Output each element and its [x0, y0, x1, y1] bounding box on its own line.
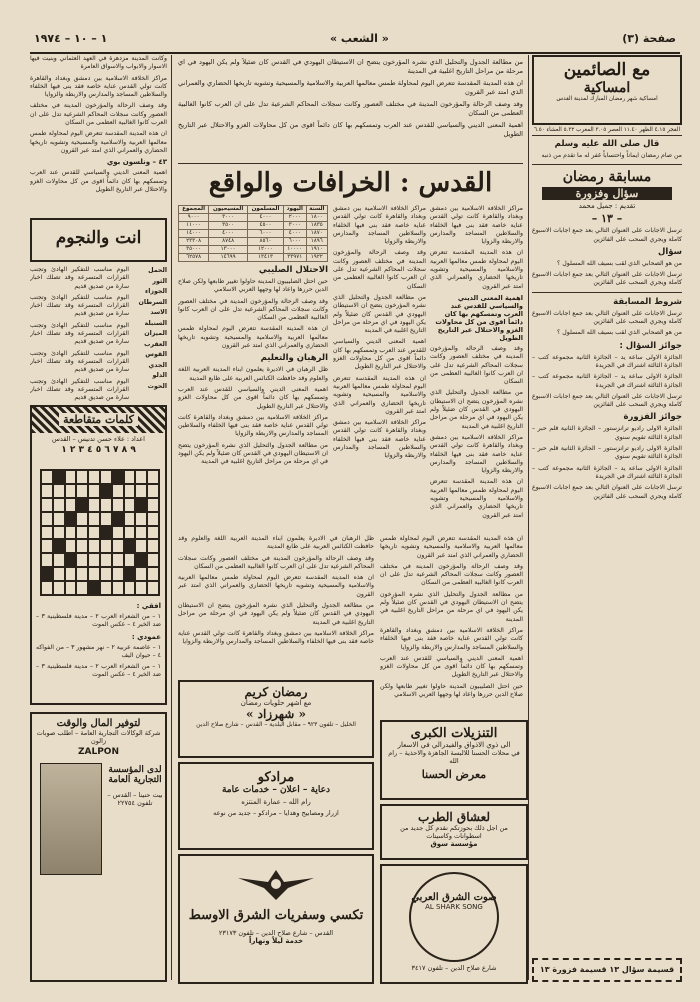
ad-brand: ZALPON	[77, 747, 119, 757]
crossword-cell[interactable]	[124, 512, 136, 526]
crossword-cell[interactable]	[76, 484, 88, 498]
crossword-cell[interactable]	[147, 470, 159, 484]
ad-brand: مؤسسة سوق	[430, 840, 478, 848]
crossword-cell[interactable]	[112, 470, 124, 484]
table-cell: ١٩٢٢	[306, 254, 327, 262]
horoscope-text: اليوم مناسب للتفكير الهادئ وتجنب القرارات المتسرعة وقد تصلك اخبار سارة من صديق قديم	[30, 266, 129, 290]
crossword-cell[interactable]	[65, 470, 77, 484]
article-paragraph: ان هذه المدينة المقدسة تتعرض اليوم لمحاولة طمس معالمها العربية والاسلامية والمسيحية وتشويه تاريخها الحضاري والعمراني الذي امتد عبر القرون	[178, 574, 374, 598]
ad-subtitle: دعاية – اعلان – خدمات عامة	[221, 785, 331, 795]
ad-title: لعشاق الطرب	[417, 810, 491, 824]
crossword-cell[interactable]	[135, 567, 147, 581]
ad-text: مع اشهر حلويات رمضان	[240, 699, 312, 707]
table-cell: ١٢٠٠٠	[248, 246, 284, 254]
ad-address: القدس – شارع صلاح الدين – تلفون ٢٣١٧٣	[218, 929, 334, 937]
zodiac-sign-label: الحمل	[148, 267, 167, 274]
crossword-author: اعداد : علاء حسن تدنيس – القدس	[52, 435, 145, 443]
table-cell: ١٨٩٦	[306, 238, 327, 246]
answers-text-3: ترسل الاجابات على العنوان التالي بعد جمع اجابات الاسبوع كاملة ويجري السحب على الفائزين	[532, 392, 682, 409]
table-cell: ٣٠٠٠	[209, 214, 248, 222]
left-column-top	[30, 55, 167, 215]
article-paragraph: ان هذه المدينة المقدسة تتعرض اليوم لمحاولة طمس معالمها العربية والاسلامية والمسيحية وتشويه تاريخها الحضاري والعمراني الذي امتد عبر القرون	[430, 249, 523, 290]
table-cell: ٦٠٠٠	[248, 230, 284, 238]
zodiac-sign-label: الثور	[152, 277, 167, 285]
clues-across: ١ – من الشعراء العرب ٢ – مدينة فلسطينية ٣ – ضد الخير ٤ – عكس الموت	[36, 663, 161, 679]
crossword-cell[interactable]	[53, 553, 65, 567]
table-row	[179, 222, 328, 230]
crossword-cell[interactable]	[112, 567, 124, 581]
article-col-1	[430, 205, 523, 530]
crossword-cell[interactable]	[100, 526, 112, 540]
section-heading: الرهبان والتعليم	[260, 353, 328, 364]
crossword-cell[interactable]	[100, 470, 112, 484]
crossword-cell[interactable]	[88, 484, 100, 498]
ad-title: التنزيلات الكبرى	[410, 726, 498, 741]
crossword-grid[interactable]	[40, 469, 160, 596]
zodiac-sign-label: العقرب	[144, 340, 167, 348]
zodiac-sign-label: القوس	[145, 351, 167, 358]
question-title: سؤال	[658, 246, 682, 257]
table-cell: ١٨٧٠	[306, 230, 327, 238]
heater-image	[40, 763, 102, 875]
crossword-cell[interactable]	[65, 581, 77, 595]
zodiac-sign-label: الميزان	[144, 330, 167, 337]
fazzura-text-3: الجائزة الاولى ساعة يد – الجائزة الثانية مجموعة كتب – الجائزة الثالثة اشتراك في الجريدة	[532, 464, 682, 480]
crossword-cell[interactable]	[135, 553, 147, 567]
table-cell: ٤٥٠٠	[248, 222, 284, 230]
ad-address: بيت حنينا – القدس – تلفون ٢٢٧٥٤	[107, 791, 163, 807]
contest-subtitle: سؤال وفزورة	[542, 187, 672, 200]
article-paragraph: اهمية المعنى الديني والسياسي للقدس عند العرب وتمسكهم بها كان دائماً اقوى من كل محاولات الغزو والاحتلال عبر التاريخ الطويل	[178, 385, 328, 410]
zodiac-sign-label: السرطان	[138, 298, 167, 306]
article-paragraph: وقد وصف الرحالة والمؤرخون المدينة في مختلف العصور وكانت سجلات المحاكم الشرعية تدل على ان العرب كانوا الغالبية العظمى من السكان	[430, 344, 523, 386]
crossword-cell[interactable]	[53, 484, 65, 498]
article-paragraph: ان هذه المدينة المقدسة تتعرض اليوم لمحاولة طمس معالمها العربية والاسلامية والمسيحية وتشويه تاريخها الحضاري والعمراني الذي امتد عبر القرون	[30, 130, 167, 154]
table-row	[179, 238, 328, 246]
ad-brand: معرض الحسنا	[421, 768, 487, 781]
article-paragraph: من مطالعة الجدول والتحليل الذي نشره المؤرخون يتضح ان الاستيطان اليهودي في القدس كان ضئيلاً ولم يكن اليهود في اي مرحلة من مراحل التاريخ اغلبية في المدينة	[178, 441, 328, 466]
article-paragraph: مراكز الخلافة الاسلامية بين دمشق وبغداد والقاهرة كانت تولي القدس عناية خاصة فقد بنى فيها الخلفاء والسلاطين المساجد والمدارس والاربطة والزوايا	[178, 413, 328, 438]
ad-title: لتوفير المال والوقت	[56, 718, 141, 729]
zodiac-signs	[133, 266, 167, 392]
page-label: صفحة (٣)	[622, 32, 676, 45]
ad-address: شارع صلاح الدين – تلفون ٣٤١٧	[411, 964, 497, 972]
rules-text-2: من هو الصحابي الذي لقب بسيف الله المسلول ؟	[557, 329, 682, 337]
horoscope-banner	[30, 218, 167, 262]
table-cell: ٣٠٠٠	[283, 222, 306, 230]
table-cell: ١١٠٠٠	[179, 222, 209, 230]
hadith-title: قال صلى الله عليه وسلم	[554, 139, 660, 149]
crossword-title: كلمات متقاطعة	[59, 413, 138, 426]
zodiac-sign-label: الجدي	[148, 361, 167, 369]
contest-coupon[interactable]: قسيمة سؤال ١٣ قسيمة فزورة ١٣	[532, 958, 682, 982]
article-paragraph: وقد وصف الرحالة والمؤرخون المدينة في مختلف العصور وكانت سجلات المحاكم الشرعية تدل على ان العرب كانوا الغالبية العظمى من السكان	[30, 102, 167, 127]
intro-text-2: ان هذه المدينة المقدسة تتعرض اليوم لمحاولة طمس معالمها العربية والاسلامية والمسيحية وتشويه تاريخها الحضاري والعمراني الذي امتد عبر القرون	[178, 79, 523, 96]
fazzura-text-4: ترسل الاجابات على العنوان التالي بعد جمع اجابات الاسبوع كاملة ويجري السحب على الفائزين	[532, 484, 682, 500]
crossword-box	[30, 405, 167, 705]
crossword-cell[interactable]	[124, 567, 136, 581]
ad-company: لدى المؤسسة التجارية العامة	[108, 765, 162, 785]
table-cell: ١٤٦٩٩	[209, 254, 248, 262]
table-cell: ٤٠٠٠	[248, 214, 284, 222]
ad-title: رمضان كريم	[244, 685, 308, 699]
horoscope-title: انت والنجوم	[55, 228, 142, 248]
rules-text: ترسل الاجابات على العنوان التالي بعد جمع اجابات الاسبوع كاملة ويجري السحب على الفائزين	[532, 309, 682, 326]
article-paragraph: من مطالعة الجدول والتحليل الذي نشره المؤرخون يتضح ان الاستيطان اليهودي في القدس كان ضئيلاً ولم يكن اليهود في اي مرحلة من مراحل التاريخ اغلبية في المدينة	[178, 602, 374, 626]
crossword-cell[interactable]	[147, 581, 159, 595]
crossword-header	[32, 407, 165, 433]
crossword-cell[interactable]	[65, 539, 77, 553]
article-paragraph: مراكز الخلافة الاسلامية بين دمشق وبغداد والقاهرة كانت تولي القدس عناية خاصة فقد بنى فيها الخلفاء والسلاطين المساجد والمدارس والاربطة والزوايا	[333, 205, 426, 246]
article-paragraph: ان هذه المدينة المقدسة تتعرض اليوم لمحاولة طمس معالمها العربية والاسلامية والمسيحية وتشويه تاريخها الحضاري والعمراني الذي امتد عبر القرون	[380, 535, 523, 559]
crossword-cell[interactable]	[112, 512, 124, 526]
crossword-cell[interactable]	[124, 470, 136, 484]
crossword-cell[interactable]	[124, 498, 136, 512]
article-paragraph: وقد وصف الرحالة والمؤرخون المدينة في مختلف العصور وكانت سجلات المحاكم الشرعية تدل على ان العرب كانوا الغالبية العظمى من السكان	[178, 554, 374, 570]
crossword-cell[interactable]	[65, 567, 77, 581]
intro-text-4: اهمية المعنى الديني والسياسي للقدس عند العرب وتمسكهم بها كان دائماً اقوى من كل محاولات الغزو والاحتلال عبر التاريخ الطويل	[178, 121, 523, 138]
crossword-cell[interactable]	[65, 512, 77, 526]
crossword-cell[interactable]	[100, 539, 112, 553]
article-paragraph: ظل الرهبان في الاديرة يعلمون ابناء المدينة العربية اللغة والعلوم وقد حافظت الكنائس العربية على طابع المدينة	[178, 366, 328, 382]
article-paragraph: حين احتل الصليبيون المدينة حاولوا تغيير طابعها ولكن صلاح الدين حررها واعاد لها وجهها العربي الاسلامي	[178, 278, 328, 294]
answers-text: الجائزة الاولى ساعة يد – الجائزة الثانية مجموعة كتب – الجائزة الثالثة اشتراك في الجريدة	[532, 353, 682, 369]
table-cell: ٦٠٠٠	[283, 238, 306, 246]
crossword-cell[interactable]	[135, 484, 147, 498]
crossword-cell[interactable]	[124, 553, 136, 567]
crossword-cell[interactable]	[112, 526, 124, 540]
crossword-cell[interactable]	[41, 539, 53, 553]
clues-across: ١ – من الشعراء العرب ٢ – مدينة فلسطينية ٣ – ضد الخير ٤ – عكس الموت	[36, 613, 161, 629]
table-row	[179, 254, 328, 262]
article-paragraph: وكانت المدينة مزدهرة في العهد العثماني وبنيت فيها الاسوار والابواب والاسواق العامرة	[30, 55, 167, 71]
zodiac-sign-label: الجوزاء	[144, 288, 167, 295]
table-header: اليهود	[283, 206, 306, 214]
crossword-cell[interactable]	[76, 526, 88, 540]
fazzura-text-2: الجائزة الاولى راديو ترانزستور – الجائزة الثانية قلم حبر – الجائزة الثالثة تقويم سنوي	[532, 445, 682, 461]
crossword-cell[interactable]	[112, 539, 124, 553]
crossword-cell[interactable]	[76, 553, 88, 567]
crossword-cell[interactable]	[147, 498, 159, 512]
zalpon-ad	[30, 712, 167, 982]
crossword-cell[interactable]	[88, 553, 100, 567]
crossword-cell[interactable]	[53, 526, 65, 540]
table-cell: ٣٣٩٧١	[283, 254, 306, 262]
article-paragraph: مراكز الخلافة الاسلامية بين دمشق وبغداد والقاهرة كانت تولي القدس عناية خاصة فقد بنى فيها الخلفاء والسلاطين المساجد والمدارس والاربطة والزوايا	[178, 629, 374, 646]
table-header: المسلمون	[248, 206, 284, 214]
crossword-cell[interactable]	[100, 567, 112, 581]
crossword-cell[interactable]	[88, 567, 100, 581]
ramadan-banner	[532, 55, 682, 125]
article-paragraph: من مطالعة الجدول والتحليل الذي نشره المؤرخون يتضح ان الاستيطان اليهودي في القدس كان ضئيلاً ولم يكن اليهود في اي مرحلة من مراحل التاريخ اغلبية في المدينة	[380, 590, 523, 623]
zodiac-sign-label: السنبلة	[144, 319, 167, 327]
population-table	[178, 205, 328, 262]
crossword-cell[interactable]	[147, 539, 159, 553]
crossword-cell[interactable]	[41, 553, 53, 567]
question-text: من هو الصحابي الذي لقب بسيف الله المسلول ؟	[557, 259, 682, 267]
horoscope-text: اليوم مناسب للتفكير الهادئ وتجنب القرارات المتسرعة وقد تصلك اخبار سارة من صديق قديم	[30, 321, 129, 346]
article-paragraph: ان هذه المدينة المقدسة تتعرض اليوم لمحاولة طمس معالمها العربية والاسلامية والمسيحية وتشويه تاريخها الحضاري والعمراني الذي امتد عبر القرون	[430, 478, 523, 519]
crossword-cell[interactable]	[112, 581, 124, 595]
clues-down-title: عمودي :	[131, 632, 161, 641]
crossword-cell[interactable]	[147, 484, 159, 498]
crossword-numbers: ٩ ٨ ٧ ٦ ٥ ٤ ٣ ٢ ١	[61, 445, 136, 455]
crossword-cell[interactable]	[53, 567, 65, 581]
ad-text: شركة الوكالات التجارية العامة – اطلب صوبات زالون	[36, 729, 161, 745]
crossword-cell[interactable]	[147, 567, 159, 581]
article-paragraph: حين احتل الصليبيون المدينة حاولوا تغيير طابعها ولكن صلاح الدين حررها واعاد لها وجهها العربي الاسلامي	[380, 682, 523, 699]
crossword-cell[interactable]	[65, 526, 77, 540]
imsak-text: امساكية شهر رمضان المبارك لمدينة القدس	[556, 96, 658, 102]
table-cell: ١٩١٠	[306, 246, 327, 254]
article-paragraph: وقد وصف الرحالة والمؤرخون المدينة في مختلف العصور وكانت سجلات المحاكم الشرعية تدل على ان العرب كانوا الغالبية العظمى من السكان	[178, 297, 328, 322]
table-cell: ١٨٣٥	[306, 222, 327, 230]
question-filler-1: ترسل الاجابات على العنوان التالي بعد جمع اجابات الاسبوع كاملة ويجري السحب على الفائزين	[532, 271, 682, 287]
crossword-cell[interactable]	[41, 512, 53, 526]
table-cell: ٢٣٣٠٨	[179, 238, 209, 246]
section-heading: الاحتلال الصليبي	[258, 265, 328, 275]
crossword-cell[interactable]	[65, 484, 77, 498]
banner-title: مع الصائمين	[563, 60, 651, 80]
article-paragraph: اهمية المعنى الديني والسياسي للقدس عند العرب وتمسكهم بها كان دائماً اقوى من كل محاولات الغزو والاحتلال عبر التاريخ الطويل	[380, 654, 523, 679]
contest-number: – ١٣ –	[591, 212, 623, 226]
crossword-cell[interactable]	[53, 470, 65, 484]
crossword-cell[interactable]	[100, 484, 112, 498]
crossword-cell[interactable]	[88, 539, 100, 553]
crossword-cell[interactable]	[88, 470, 100, 484]
intro-text: من مطالعة الجدول والتحليل الذي نشره المؤرخون يتضح ان الاستيطان اليهودي في القدس كان ضئيلاً ولم يكن اليهود في اي مرحلة من مراحل التاريخ اغلبية في المدينة	[178, 58, 523, 75]
imsak-times: الفجر ٤.١٥ الظهر ١١.٤٠ العصر ٣.٠٥ المغرب ٥.٣٢ العشاء ٦.٥٠	[532, 125, 682, 136]
horoscope-text: اليوم مناسب للتفكير الهادئ وتجنب القرارات المتسرعة وقد تصلك اخبار سارة من صديق قديم	[30, 349, 129, 374]
crossword-cell[interactable]	[41, 526, 53, 540]
crossword-cell[interactable]	[76, 539, 88, 553]
section-heading: ٤٣ – ونلسون بوي	[106, 158, 167, 167]
crossword-cell[interactable]	[76, 470, 88, 484]
answers-text-2: الجائزة الاولى ساعة يد – الجائزة الثانية مجموعة كتب – الجائزة الثالثة اشتراك في الجريدة	[532, 373, 682, 389]
crossword-cell[interactable]	[53, 512, 65, 526]
crossword-cell[interactable]	[100, 581, 112, 595]
table-cell: ٤٠٠٠	[209, 230, 248, 238]
article-paragraph: مراكز الخلافة الاسلامية بين دمشق وبغداد والقاهرة كانت تولي القدس عناية خاصة فقد بنى فيها الخلفاء والسلاطين المساجد والمدارس والاربطة والزوايا	[430, 205, 523, 246]
zodiac-sign-label: الاسد	[150, 309, 167, 316]
crossword-cell[interactable]	[65, 553, 77, 567]
ad-title: تكسي وسفريات الشرق الاوسط	[188, 908, 364, 923]
crossword-cell[interactable]	[135, 470, 147, 484]
zodiac-sign-label: الحوت	[147, 382, 167, 390]
crossword-cell[interactable]	[147, 553, 159, 567]
fazzura-text: الجائزة الاولى راديو ترانزستور – الجائزة الثانية قلم حبر – الجائزة الثالثة تقويم سنوي	[532, 425, 682, 441]
banner-subtitle: امساكية	[583, 80, 631, 96]
ad-text: خدمة ليلاً ونهاراً	[248, 937, 303, 945]
article-paragraph: ان هذه المدينة المقدسة تتعرض اليوم لمحاولة طمس معالمها العربية والاسلامية والمسيحية وتشويه تاريخها الحضاري والعمراني الذي امتد عبر القرون	[178, 325, 328, 350]
table-cell: ٤٠٠٠	[283, 230, 306, 238]
ad-title: مرادكو	[257, 770, 295, 785]
music-ad	[380, 804, 528, 860]
table-cell: ١٣٤١٣	[248, 254, 284, 262]
table-cell: ٣٥٠٠	[209, 222, 248, 230]
horoscope-section	[30, 266, 167, 401]
issue-date: ١ – ١٠ – ١٩٧٤	[34, 32, 108, 45]
hadith-text: من صام رمضان ايماناً واحتساباً غفر له ما تقدم من ذنبه	[541, 152, 682, 159]
crossword-cell[interactable]	[112, 484, 124, 498]
article-paragraph: مراكز الخلافة الاسلامية بين دمشق وبغداد والقاهرة كانت تولي القدس عناية خاصة فقد بنى فيها الخلفاء والسلاطين المساجد والمدارس والاربطة والزوايا	[430, 433, 523, 475]
right-column	[532, 55, 682, 985]
ad-title: صوت الشرق العربي	[411, 892, 497, 903]
ad-address: الخليل – تلفون ٩٢٣ – مقابل البلدية – القدس – شارع صلاح الدين	[196, 721, 356, 728]
ad-latin-name: AL SHARK SONG	[425, 903, 483, 911]
muradco-ad	[178, 762, 374, 850]
taxi-ad	[178, 854, 374, 984]
crossword-cell[interactable]	[41, 484, 53, 498]
crossword-cell[interactable]	[53, 581, 65, 595]
table-row	[179, 230, 328, 238]
article-paragraph: ان هذه المدينة المقدسة تتعرض اليوم لمحاولة طمس معالمها العربية والاسلامية والمسيحية وتشويه تاريخها الحضاري والعمراني الذي امتد عبر القرون	[333, 374, 426, 415]
crossword-cell[interactable]	[53, 539, 65, 553]
table-header: المجموع	[179, 206, 209, 214]
horoscope-text: اليوم مناسب للتفكير الهادئ وتجنب القرارات المتسرعة وقد تصلك اخبار سارة من صديق قديم	[30, 293, 129, 318]
table-cell: ٢٠٠٠	[283, 214, 306, 222]
crossword-cell[interactable]	[65, 498, 77, 512]
article-col-2	[333, 205, 426, 530]
table-cell: ٣٥٠٠٠	[179, 246, 209, 254]
crossword-cell[interactable]	[88, 526, 100, 540]
crossword-cell[interactable]	[135, 581, 147, 595]
crossword-cell[interactable]	[135, 539, 147, 553]
sharq-ad	[380, 864, 528, 984]
crossword-cell[interactable]	[76, 581, 88, 595]
table-header: المسيحيون	[209, 206, 248, 214]
crossword-cell[interactable]	[41, 470, 53, 484]
clues-down: ١ – عاصمة عربية ٢ – نهر مشهور ٣ – من الفواكه ٤ – حيوان اليف	[36, 643, 162, 659]
zodiac-sign-label: الدلو	[152, 372, 167, 379]
table-cell: ١٨٠٠	[306, 214, 327, 222]
article-paragraph: من مطالعة الجدول والتحليل الذي نشره المؤرخون يتضح ان الاستيطان اليهودي في القدس كان ضئيلاً ولم يكن اليهود في اي مرحلة من مراحل التاريخ اغلبية في المدينة	[333, 293, 426, 335]
article-paragraph: مراكز الخلافة الاسلامية بين دمشق وبغداد والقاهرة كانت تولي القدس عناية خاصة فقد بنى فيها الخلفاء والسلاطين المساجد والمدارس والاربطة والزوايا	[380, 626, 523, 651]
horoscope-text: اليوم مناسب للتفكير الهادئ وتجنب القرارات المتسرعة وقد تصلك اخبار سارة من صديق قديم	[30, 377, 129, 401]
article-lower-right	[380, 535, 523, 715]
table-cell: ٦٢٥٧٨	[179, 254, 209, 262]
crossword-cell[interactable]	[124, 581, 136, 595]
article-col-3	[178, 262, 328, 530]
crossword-cell[interactable]	[76, 512, 88, 526]
table-cell: ١٤٠٠٠	[179, 230, 209, 238]
crossword-cell[interactable]	[100, 553, 112, 567]
ad-subtitle: الى ذوي الاذواق والفيدرالي في الاسعار	[397, 741, 511, 749]
intro-text-3: وقد وصف الرحالة والمؤرخون المدينة في مختلف العصور وكانت سجلات المحاكم الشرعية تدل على ان العرب كانوا الغالبية العظمى من السكان	[178, 100, 523, 117]
contest-text: ترسل الاجابات على العنوان التالي بعد جمع اجابات الاسبوع كاملة ويجري السحب على الفائزين	[532, 227, 682, 243]
rules-title: شروط المسابقة	[613, 296, 682, 307]
table-row	[179, 246, 328, 254]
article-paragraph: مراكز الخلافة الاسلامية بين دمشق وبغداد والقاهرة كانت تولي القدس عناية خاصة فقد بنى فيها الخلفاء والسلاطين المساجد والمدارس والاربطة والزوايا	[333, 419, 426, 460]
article-paragraph: وقد وصف الرحالة والمؤرخون المدينة في مختلف العصور وكانت سجلات المحاكم الشرعية تدل على ان العرب كانوا الغالبية العظمى من السكان	[380, 562, 523, 587]
crossword-cell[interactable]	[135, 512, 147, 526]
crossword-cell[interactable]	[124, 526, 136, 540]
article-title: القدس : الخرافات والواقع	[208, 168, 493, 198]
article-paragraph: مراكز الخلافة الاسلامية بين دمشق وبغداد والقاهرة كانت تولي القدس عناية خاصة فقد بنى فيها الخلفاء والسلاطين المساجد والمدارس والاربطة والزوايا	[30, 74, 167, 99]
article-lower-left	[178, 535, 374, 675]
crossword-cell[interactable]	[88, 498, 100, 512]
record-disc-icon	[409, 872, 499, 962]
newspaper-name: « الشعب »	[330, 32, 389, 45]
sales-ad	[380, 720, 528, 800]
article-intro	[178, 58, 523, 158]
crossword-cell[interactable]	[112, 553, 124, 567]
crossword-cell[interactable]	[100, 498, 112, 512]
clues-across-title: افقي :	[136, 602, 161, 610]
crossword-cell[interactable]	[112, 498, 124, 512]
article-paragraph: وقد وصف الرحالة والمؤرخون المدينة في مختلف العصور وكانت سجلات المحاكم الشرعية تدل على ان العرب كانوا الغالبية العظمى من السكان	[333, 249, 426, 290]
article-paragraph: ظل الرهبان في الاديرة يعلمون ابناء المدينة العربية اللغة والعلوم وقد حافظت الكنائس العربية على طابع المدينة	[178, 535, 374, 551]
crossword-cell[interactable]	[124, 484, 136, 498]
crossword-cell[interactable]	[76, 498, 88, 512]
article-paragraph: اهمية المعنى الديني والسياسي للقدس عند العرب وتمسكهم بها كان دائماً اقوى من كل محاولات الغزو والاحتلال عبر التاريخ الطويل	[333, 338, 426, 371]
crossword-cell[interactable]	[135, 498, 147, 512]
table-cell: ١٠٠٠٠	[283, 246, 306, 254]
page-header	[30, 30, 680, 54]
table-cell: ٨٧٤٨	[209, 238, 248, 246]
answers-title: جوائز السؤال :	[619, 340, 682, 351]
table-cell: ٨٥٦٠	[248, 238, 284, 246]
ad-text: ازرار ومصابيح وهدايا – مرادكو – جديد من نوعه	[213, 809, 339, 817]
contest-title: مسابقة رمضان	[562, 169, 652, 186]
article-paragraph: من مطالعة الجدول والتحليل الذي نشره المؤرخون يتضح ان الاستيطان اليهودي في القدس كان ضئيلاً ولم يكن اليهود في اي مرحلة من مراحل التاريخ اغلبية في المدينة	[430, 389, 523, 430]
table-cell: ١٣٠٠٠	[209, 246, 248, 254]
ad-text: من اجل ذلك بحوزتكم نقدم كل جديد من اسطوانات وكاسيتات	[400, 824, 508, 840]
contest-presenter: تقديم : جميل محمد	[578, 202, 636, 211]
eagle-emblem-icon	[236, 864, 316, 904]
crossword-cell[interactable]	[41, 567, 53, 581]
ad-address: رام الله – عمارة المنتزه	[241, 798, 311, 806]
article-paragraph: اهمية المعنى الديني والسياسي للقدس عند العرب وتمسكهم بها كان دائماً اقوى من كل محاولات الغزو والاحتلال عبر التاريخ الطويل	[30, 169, 167, 193]
crossword-cell[interactable]	[41, 581, 53, 595]
table-header: السنة	[306, 206, 327, 214]
crossword-cell[interactable]	[41, 498, 53, 512]
article-subhead: اهمية المعنى الديني والسياسي للقدس عند العرب وتمسكهم بها كان دائماً اقوى من كل محاولات الغزو والاحتلال عبر التاريخ الطويل	[435, 293, 523, 342]
crossword-cell[interactable]	[124, 539, 136, 553]
table-row	[179, 214, 328, 222]
crossword-cell[interactable]	[76, 567, 88, 581]
crossword-cell[interactable]	[147, 526, 159, 540]
table-cell: ٩٠٠٠	[179, 214, 209, 222]
crossword-cell[interactable]	[88, 581, 100, 595]
ad-text: في محلات الحسنا للالبسة الجاهزة والاحذية – رام الله	[388, 749, 520, 765]
ad-brand: « شهرزاد »	[245, 707, 307, 721]
crossword-cell[interactable]	[88, 512, 100, 526]
crossword-cell[interactable]	[147, 512, 159, 526]
fazzura-title: جوائز الفزورة	[623, 412, 682, 423]
ramadan-sweets-ad	[178, 680, 374, 758]
crossword-cell[interactable]	[53, 498, 65, 512]
crossword-cell[interactable]	[100, 512, 112, 526]
crossword-cell[interactable]	[135, 526, 147, 540]
